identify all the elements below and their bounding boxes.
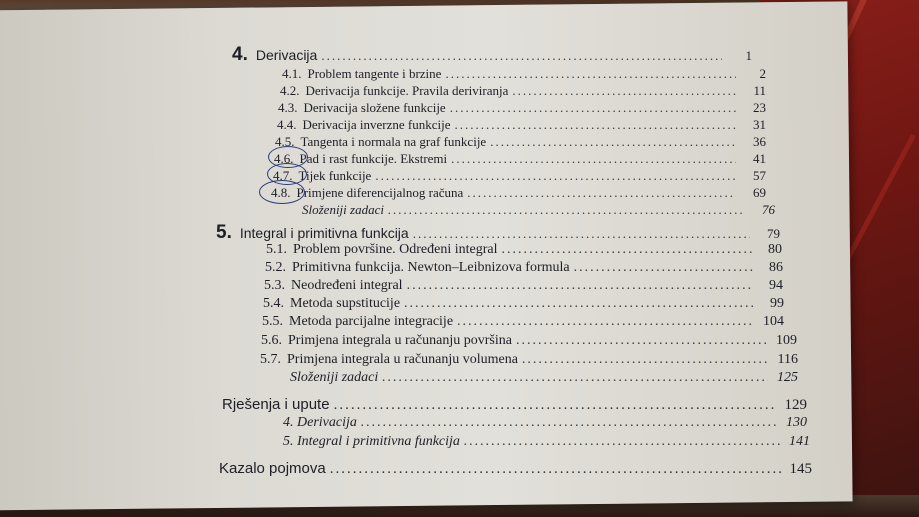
page-number: 79: [767, 226, 780, 241]
page-number: 11: [753, 83, 766, 98]
leader-dots: [454, 117, 736, 133]
chapter-number: 4.: [232, 44, 248, 65]
item-title: Neodređeni integral: [291, 278, 403, 293]
leader-dots: [450, 100, 736, 116]
item-title: Primitivna funkcija. Newton–Leibnizova formula: [292, 260, 570, 275]
item-number: 5.5.: [262, 314, 283, 329]
item-title: Problem površine. Određeni integral: [293, 242, 498, 257]
item-number: 5.2.: [265, 260, 286, 275]
item-number: 5.3.: [264, 278, 285, 293]
item-title: Derivacija inverzne funkcije: [302, 117, 451, 132]
page-number: 104: [763, 314, 784, 329]
leader-dots: [388, 202, 745, 218]
leader-dots: [382, 370, 768, 386]
leader-dots: [512, 83, 736, 99]
page-number: 69: [753, 185, 766, 200]
toc-item: [275, 134, 766, 150]
item-number: 4.6.: [274, 151, 294, 166]
page-number: 57: [753, 168, 766, 183]
item-number: 5.6.: [261, 333, 282, 348]
toc-item: [283, 415, 807, 431]
page-number: 23: [753, 100, 766, 115]
item-number: 4.5.: [275, 134, 295, 149]
leader-dots: [574, 260, 753, 276]
toc-item: [280, 83, 766, 99]
leader-dots: [490, 134, 736, 150]
toc-chapter-5: [216, 222, 780, 244]
page-number: 145: [789, 461, 812, 477]
item-number: 4.4.: [277, 117, 297, 132]
item-title: Derivacija funkcije. Pravila deriviranja: [305, 83, 509, 98]
leader-dots: [330, 461, 782, 478]
section-title: Rješenja i upute: [222, 396, 330, 413]
leader-dots: [361, 415, 777, 431]
item-title: 4. Derivacija: [283, 415, 357, 430]
leader-dots: [467, 185, 736, 201]
item-title: Primjene diferencijalnog računa: [296, 185, 464, 200]
page-number: 86: [769, 260, 783, 275]
leader-dots: [321, 48, 722, 64]
leader-dots: [464, 434, 780, 450]
toc-item: [266, 242, 782, 258]
leader-dots: [375, 168, 736, 184]
leader-dots: [404, 296, 754, 312]
item-number: 5.7.: [260, 352, 281, 367]
item-title: Primjena integrala u računanju površina: [288, 333, 512, 348]
leader-dots: [457, 314, 754, 330]
page-number: 129: [784, 397, 807, 413]
page-number: 125: [777, 370, 798, 385]
item-title: Metoda supstitucije: [290, 296, 401, 311]
item-number: 5.4.: [263, 296, 284, 311]
leader-dots: [334, 397, 777, 414]
page-number: 76: [762, 202, 775, 217]
toc-item: [274, 151, 766, 167]
toc-item: [271, 185, 766, 201]
page-number: 116: [777, 352, 798, 367]
page-number: 80: [768, 242, 782, 257]
toc-item: [283, 434, 810, 450]
chapter-title: Integral i primitivna funkcija: [239, 225, 409, 241]
toc-item: [264, 278, 783, 294]
leader-dots: [445, 66, 736, 82]
item-title: Derivacija složene funkcije: [303, 100, 446, 115]
item-title: Metoda parcijalne integracije: [289, 314, 454, 329]
section-title: Kazalo pojmova: [219, 460, 326, 477]
page-number: 141: [789, 434, 810, 449]
leader-dots: [451, 151, 736, 167]
item-title: Složeniji zadaci: [302, 202, 384, 217]
item-title: 5. Integral i primitivna funkcija: [283, 434, 460, 449]
toc-chapter-4: [232, 44, 752, 66]
toc-solutions: [222, 396, 807, 414]
page-number: 130: [786, 415, 807, 430]
item-title: Primjena integrala u računanju volumena: [287, 352, 518, 367]
page-number: 99: [770, 296, 784, 311]
toc-item: [263, 296, 784, 312]
toc-item: [265, 260, 783, 276]
toc-item: [260, 352, 798, 368]
item-number: 4.2.: [280, 83, 300, 98]
item-number: 4.7.: [273, 168, 293, 183]
toc-item: [277, 117, 766, 133]
item-number: 4.8.: [271, 185, 291, 200]
leader-dots: [413, 226, 750, 242]
page-number: 36: [753, 134, 766, 149]
toc-index: [219, 460, 812, 478]
pen-circle-annotation: [259, 180, 305, 204]
toc-extra: [302, 202, 775, 218]
page-number: 94: [769, 278, 783, 293]
chapter-number: 5.: [216, 222, 232, 243]
item-number: 4.1.: [282, 66, 302, 81]
toc-item: [278, 100, 766, 116]
leader-dots: [522, 352, 768, 368]
page-number: 41: [753, 151, 766, 166]
item-title: Tijek funkcije: [298, 168, 372, 183]
toc-item: [282, 66, 766, 82]
item-title: Pad i rast funkcije. Ekstremi: [299, 151, 448, 166]
leader-dots: [502, 242, 752, 258]
chapter-title: Derivacija: [255, 47, 318, 63]
toc-item: [273, 168, 766, 184]
item-title: Tangenta i normala na graf funkcije: [300, 134, 487, 149]
page-number: 109: [776, 333, 797, 348]
leader-dots: [516, 333, 767, 349]
page-number: 31: [753, 117, 766, 132]
item-number: 5.1.: [266, 242, 287, 257]
leader-dots: [407, 278, 753, 294]
item-number: 4.3.: [278, 100, 298, 115]
page-number: 2: [759, 66, 766, 81]
toc-extra: [290, 370, 798, 386]
item-title: Složeniji zadaci: [290, 370, 379, 385]
page-number: 1: [745, 48, 752, 63]
toc-item: [261, 333, 797, 349]
item-title: Problem tangente i brzine: [307, 66, 442, 81]
toc-item: [262, 314, 784, 330]
